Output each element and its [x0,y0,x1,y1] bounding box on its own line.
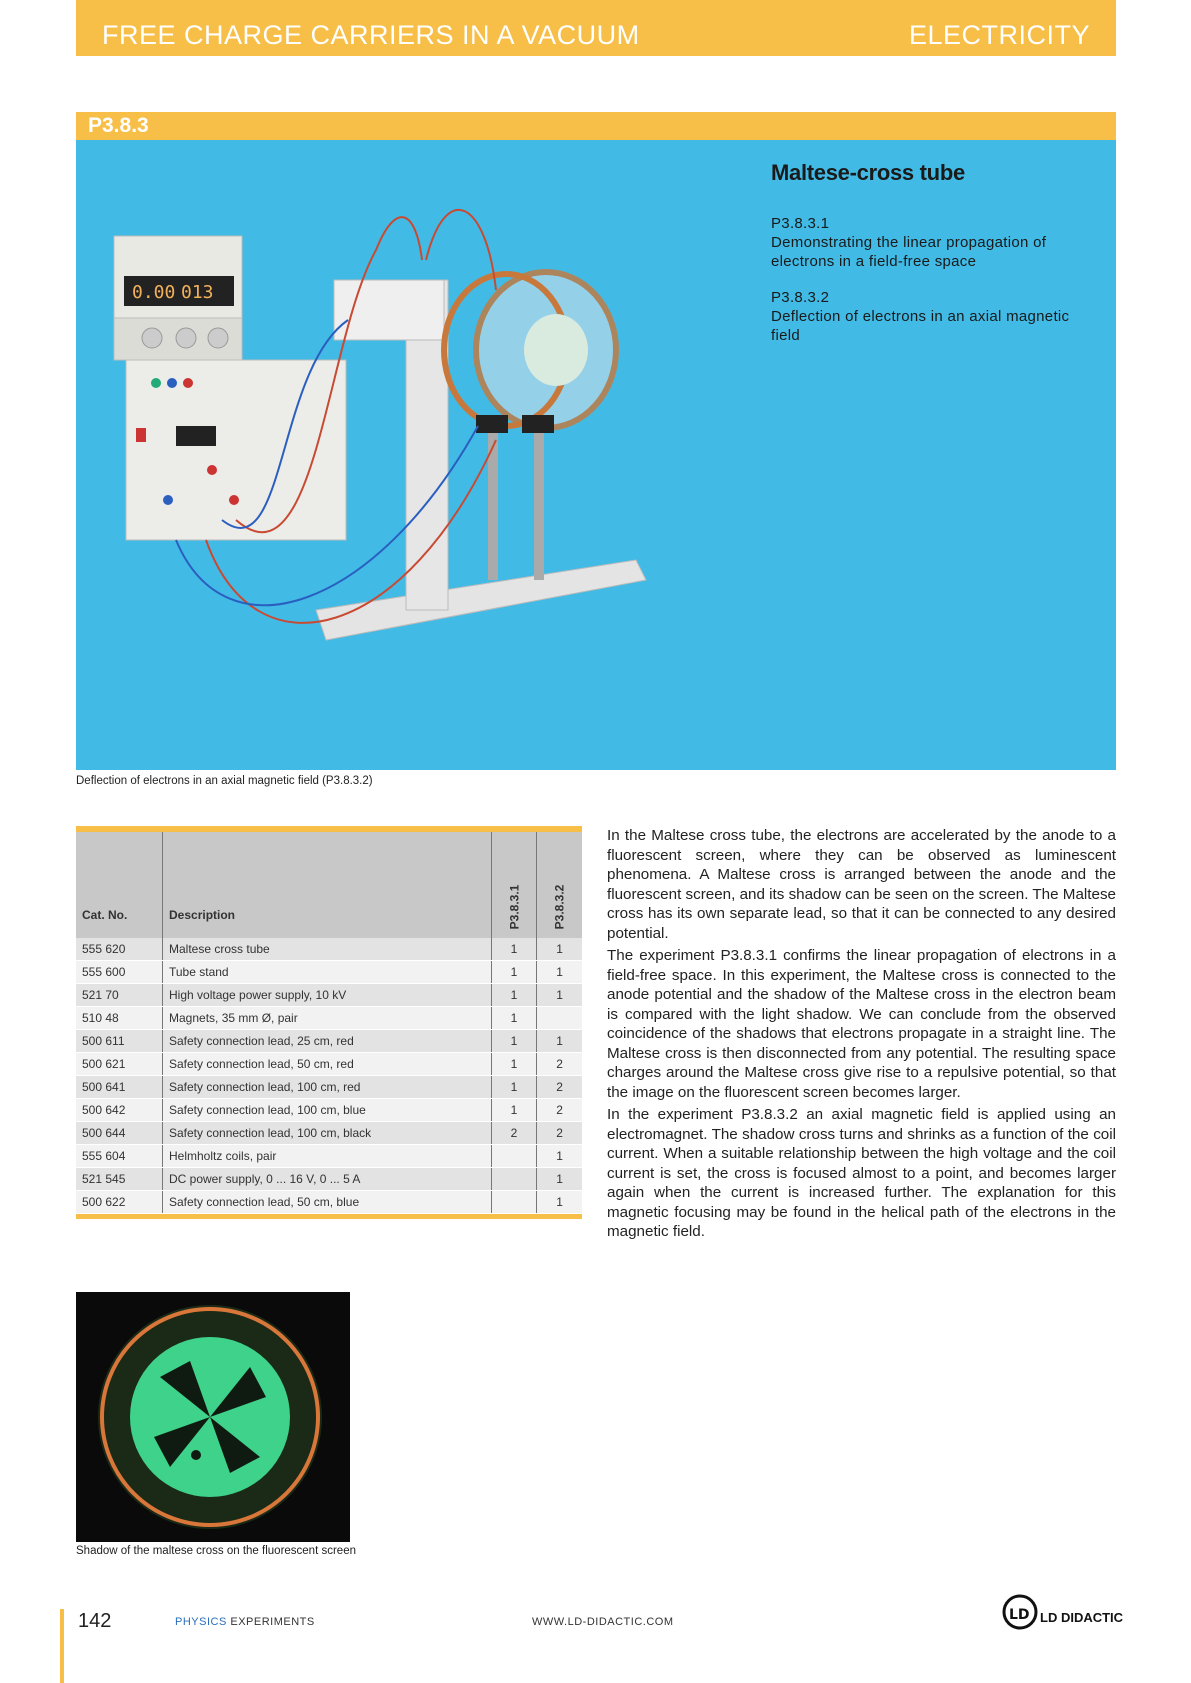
section-title: ELECTRICITY [908,20,1090,50]
table-row [76,1076,582,1099]
cell-cat-no: 521 70 [76,984,163,1007]
header-v2 [537,832,582,938]
cell-cat-no: 500 622 [76,1191,163,1214]
cell-v2: 1 [537,938,582,961]
header-band [76,0,1116,56]
cell-description: Safety connection lead, 50 cm, blue [163,1191,492,1214]
cell-v2: 1 [537,961,582,984]
cell-description: High voltage power supply, 10 kV [163,984,492,1007]
sub-experiment-2 [771,288,1091,345]
table-row [76,961,582,984]
cell-description: Safety connection lead, 50 cm, red [163,1053,492,1076]
experiment-title: Maltese-cross tube [771,160,965,185]
cell-v2: 2 [537,1053,582,1076]
logo-text: LD DIDACTIC [1040,1610,1124,1625]
cell-v1 [491,1145,537,1168]
table-row [76,1168,582,1191]
footer-physics: PHYSICS [175,1616,227,1628]
cell-v2: 2 [537,1076,582,1099]
cell-v2: 2 [537,1122,582,1145]
body-paragraph: The experiment P3.8.3.1 confirms the linear propagation of electrons in a field-free space. In this experiment, the Maltese cross is connected to the anode potential and the shadow of the Maltese cross in the electron beam is compared with the light shadow. We can conclude from the observed coincidence of the shadows that electrons propagate in a straight line. The Maltese cross is then disconnected from any potential. The resulting space charges around the Maltese cross give rise to a repulsive potential, so that the image on the fluorescent screen becomes larger. [607,947,1116,1101]
voltage-readout: 0.00 [132,282,176,303]
page-number: 142 [78,1610,112,1632]
cell-v1: 1 [491,1030,537,1053]
table-header-row [76,832,582,938]
cell-v1: 1 [491,938,537,961]
cell-v1: 1 [491,961,537,984]
fluorescent-screen-photo [76,1292,350,1542]
body-paragraph: In the experiment P3.8.3.2 an axial magnetic field is applied using an electromagnet. The shadow cross turns and shrinks as a function of the coil current. When a suitable relationship between the high voltage and the coil current is set, the cross is focused almost to a point, and becomes larger again when the current is increased further. The explanation for this magnetic focusing may be found in the helical path of the electrons in the magnetic field. [607,1106,1116,1240]
cell-v1 [491,1168,537,1191]
footer-accent-bar [60,1609,64,1683]
cell-description: Safety connection lead, 100 cm, red [163,1076,492,1099]
sub-experiment-text: Deflection of electrons in an axial magnetic field [771,308,1070,344]
photo-caption: Shadow of the maltese cross on the fluorescent screen [76,1545,356,1557]
table-row [76,938,582,961]
ld-didactic-logo [1000,1592,1124,1632]
table-row [76,984,582,1007]
current-readout: 013 [181,282,214,303]
cell-description: DC power supply, 0 ... 16 V, 0 ... 5 A [163,1168,492,1191]
cell-description: Tube stand [163,961,492,984]
cell-v1 [491,1191,537,1214]
table-row [76,1145,582,1168]
cell-cat-no: 521 545 [76,1168,163,1191]
cell-description: Safety connection lead, 100 cm, blue [163,1099,492,1122]
cell-cat-no: 500 641 [76,1076,163,1099]
cell-v2: 1 [537,1145,582,1168]
cell-v1: 1 [491,1076,537,1099]
header-v2-label: P3.8.3.2 [552,884,567,930]
apparatus-photo [76,140,766,770]
cell-cat-no: 555 600 [76,961,163,984]
footer-series [175,1616,315,1628]
experiment-code: P3.8.3 [88,114,149,137]
sub-experiment-1 [771,214,1091,271]
cell-description: Magnets, 35 mm Ø, pair [163,1007,492,1030]
cell-v2: 1 [537,1191,582,1214]
table-row [76,1007,582,1030]
header-description: Description [163,832,492,938]
cell-cat-no: 500 642 [76,1099,163,1122]
chapter-title: FREE CHARGE CARRIERS IN A VACUUM [102,20,640,50]
sub-experiment-code: P3.8.3.2 [771,289,830,306]
header-v1 [491,832,537,938]
cell-v2 [537,1007,582,1030]
cell-v1: 1 [491,1007,537,1030]
body-paragraph: In the Maltese cross tube, the electrons are accelerated by the anode to a fluorescent screen, where they can be observed as luminescent phenomena. A Maltese cross is arranged between the anode and the fluorescent screen, and its shadow can be seen on the screen. The Maltese cross has its own separate lead, so that it can be connected to any desired potential. [607,827,1116,942]
equipment-table [76,826,582,1219]
cell-v1: 1 [491,984,537,1007]
logo-mark: LD [1009,1607,1030,1623]
table-row [76,1030,582,1053]
cell-description: Safety connection lead, 25 cm, red [163,1030,492,1053]
table-row [76,1191,582,1214]
sub-experiment-text: Demonstrating the linear propagation of electrons in a field-free space [771,234,1047,270]
header-cat-no: Cat. No. [76,832,163,938]
cell-cat-no: 500 644 [76,1122,163,1145]
cell-v1: 2 [491,1122,537,1145]
cell-cat-no: 510 48 [76,1007,163,1030]
cell-v2: 1 [537,1168,582,1191]
cell-v2: 1 [537,1030,582,1053]
table-row [76,1099,582,1122]
cell-v1: 1 [491,1099,537,1122]
footer-experiments: EXPERIMENTS [230,1616,315,1628]
table-row [76,1053,582,1076]
experiment-panel [76,140,1116,770]
photo-caption: Deflection of electrons in an axial magnetic field (P3.8.3.2) [76,775,373,787]
cell-cat-no: 500 611 [76,1030,163,1053]
cell-cat-no: 500 621 [76,1053,163,1076]
footer-url: WWW.LD-DIDACTIC.COM [532,1616,674,1628]
cell-description: Safety connection lead, 100 cm, black [163,1122,492,1145]
cell-v2: 1 [537,984,582,1007]
cell-description: Helmholtz coils, pair [163,1145,492,1168]
cell-description: Maltese cross tube [163,938,492,961]
header-v1-label: P3.8.3.1 [506,884,521,930]
sub-experiment-code: P3.8.3.1 [771,215,830,232]
body-text [607,826,1116,1245]
table-row [76,1122,582,1145]
cell-v1: 1 [491,1053,537,1076]
cell-cat-no: 555 620 [76,938,163,961]
table-bottom-rule [76,1214,582,1219]
cell-cat-no: 555 604 [76,1145,163,1168]
experiment-code-band [76,112,1116,140]
cell-v2: 2 [537,1099,582,1122]
